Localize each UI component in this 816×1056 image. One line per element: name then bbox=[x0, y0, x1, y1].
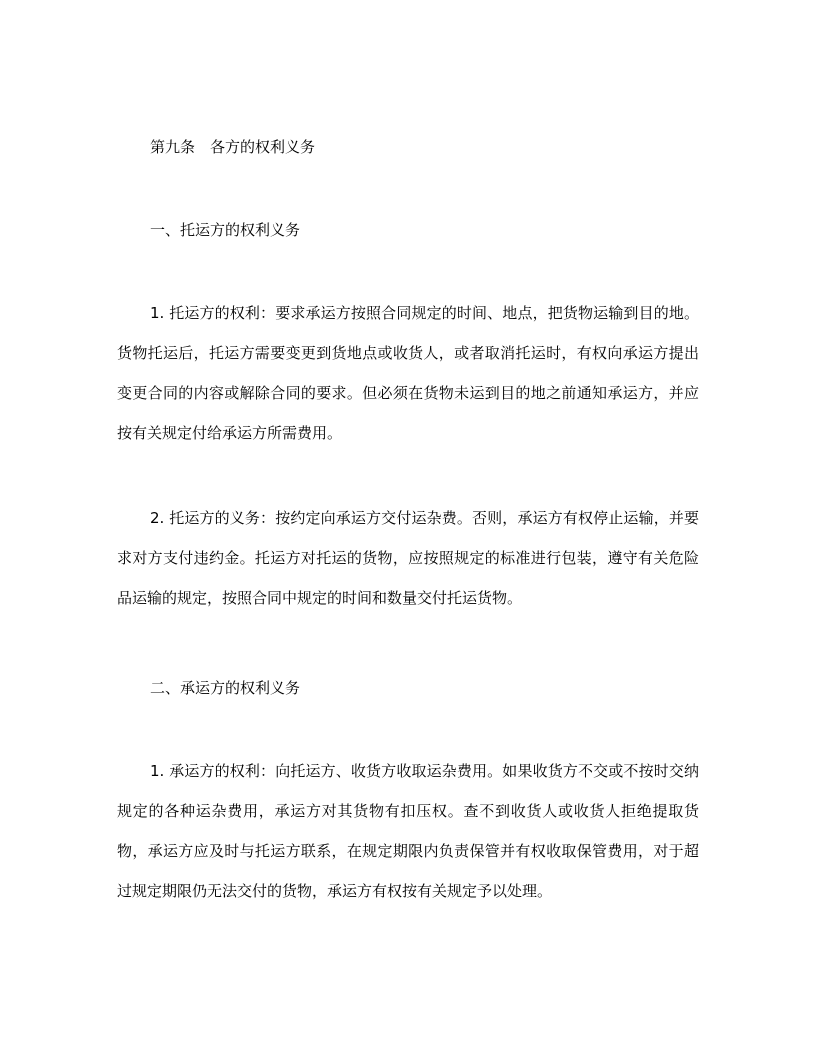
section-two-heading: 二、承运方的权利义务 bbox=[150, 679, 301, 697]
section-one-heading: 一、托运方的权利义务 bbox=[150, 221, 301, 239]
section-two-item-1: 1. 承运方的权利：向托运方、收货方收取运杂费用。如果收货方不交或不按时交纳规定的各种运杂费用，承运方对其货物有扣压权。查不到收货人或收货人拒绝提取货物，承运方应及时与托运方联系，在规定期限内负责保管并有权收取保管费用，对于超过规定期限仍无法交付的货物，承运方有权按有关规定予以处理。 bbox=[117, 762, 699, 900]
article-heading: 第九条 各方的权利义务 bbox=[150, 138, 316, 156]
section-one-item-2: 2. 托运方的义务：按约定向承运方交付运杂费。否则，承运方有权停止运输，并要求对方支付违约金。托运方对托运的货物，应按照规定的标准进行包装，遵守有关危险品运输的规定，按照合同中规定的时间和数量交付托运货物。 bbox=[117, 509, 699, 607]
section-one-item-1: 1. 托运方的权利：要求承运方按照合同规定的时间、地点，把货物运输到目的地。货物托运后，托运方需要变更到货地点或收货人，或者取消托运时，有权向承运方提出变更合同的内容或解除合同的要求。但必须在货物未运到目的地之前通知承运方，并应按有关规定付给承运方所需费用。 bbox=[117, 304, 699, 442]
